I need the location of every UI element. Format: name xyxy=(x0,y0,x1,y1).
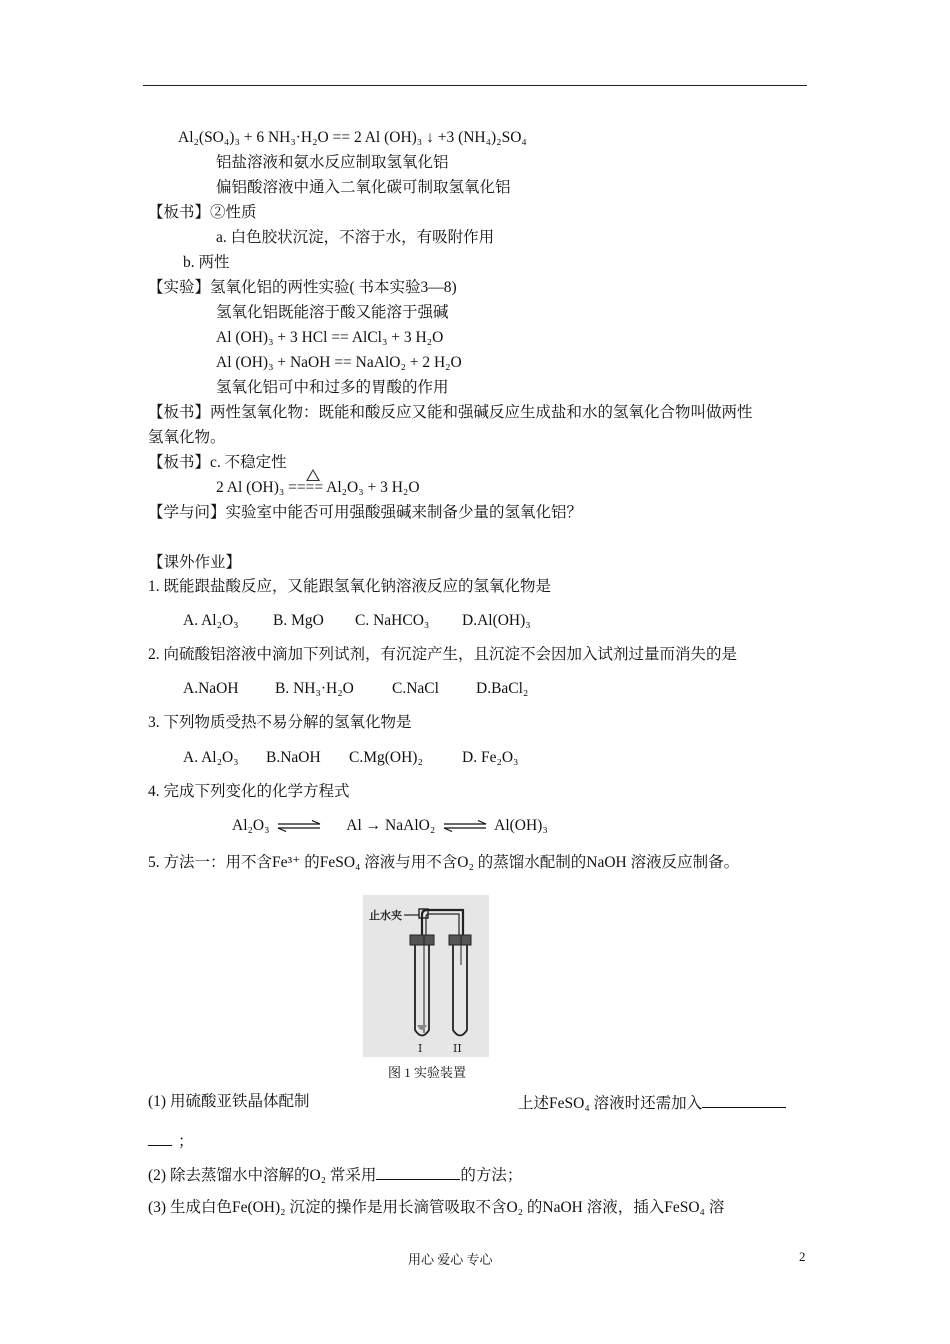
question-3-options xyxy=(183,748,518,768)
equation-hcl: Al (OH)₃ + 3 HCl == AlCl₃ + 3 H₂O xyxy=(216,329,444,346)
sub-question-1-cont xyxy=(518,1092,786,1114)
text-line: 铝盐溶液和氨水反应制取氢氧化铝 xyxy=(216,154,449,171)
punctuation: ； xyxy=(178,1133,194,1150)
sub-question-1-tail xyxy=(148,1130,194,1152)
question-4: 4. 完成下列变化的化学方程式 xyxy=(148,783,350,800)
sub-question-2 xyxy=(148,1164,522,1186)
question-1-options xyxy=(183,611,531,631)
equation-aluminum-sulfate-ammonia: Al₂(SO₄)₃ + 6 NH₃·H₂O == 2 Al (OH)₃ ↓ +3 (NH₄)₂SO₄ xyxy=(178,129,527,146)
option-b: B. MgO xyxy=(273,612,324,629)
equilibrium-arrow-icon xyxy=(277,820,321,832)
board-heading-instability: 【板书】c. 不稳定性 xyxy=(148,454,287,471)
text-line: 氢氧化铝既能溶于酸又能溶于强碱 xyxy=(216,304,449,321)
board-heading-properties: 【板书】②性质 xyxy=(148,204,257,221)
answer-blank[interactable] xyxy=(376,1164,460,1180)
text-line: 偏铝酸溶液中通入二氧化碳可制取氢氧化铝 xyxy=(216,179,511,196)
option-a: A. Al₂O₃ xyxy=(183,749,239,766)
question-prompt: 【学与问】实验室中能否可用强酸强碱来制备少量的氢氧化铝？ xyxy=(148,504,583,521)
figure-caption: 图 1 实验装置 xyxy=(388,1065,467,1080)
option-b: B.NaOH xyxy=(266,749,321,766)
definition-line: 【板书】两性氢氧化物：既能和酸反应又能和强碱反应生成盐和水的氢氧化合物叫做两性 xyxy=(148,404,753,421)
homework-title: 【课外作业】 xyxy=(148,554,242,571)
right-arrow-icon: → xyxy=(365,817,382,834)
chain-al: Al xyxy=(346,817,362,834)
question-2-options xyxy=(183,679,528,699)
figure-label-tube-2: II xyxy=(453,1042,462,1055)
test-tube-apparatus-illustration xyxy=(363,895,489,1057)
sub-question-1-text: 上述FeSO₄ 溶液时还需加入 xyxy=(518,1095,703,1112)
text-line: a. 白色胶状沉淀，不溶于水，有吸附作用 xyxy=(216,229,495,246)
question-1: 1. 既能跟盐酸反应，又能跟氢氧化钠溶液反应的氢氧化物是 xyxy=(148,578,552,595)
sub-question-2-suffix: 的方法； xyxy=(460,1167,523,1184)
figure-label-tube-1: I xyxy=(418,1042,423,1055)
option-d: D.Al(OH)₃ xyxy=(462,612,531,629)
figure-label-clamp: 止水夹 xyxy=(369,909,402,922)
footer-slogan: 用心 爱心 专心 xyxy=(408,1252,493,1267)
text-line: 氢氧化铝可中和过多的胃酸的作用 xyxy=(216,379,449,396)
option-d: D. Fe₂O₃ xyxy=(462,749,519,766)
apparatus-figure xyxy=(363,895,489,1057)
option-d: D.BaCl₂ xyxy=(476,680,529,697)
option-c: C.NaCl xyxy=(392,680,439,697)
question-5: 5. 方法一：用不含Fe³⁺ 的FeSO₄ 溶液与用不含O₂ 的蒸馏水配制的NaOH 溶液反应制备。 xyxy=(148,854,740,871)
equilibrium-arrow-icon xyxy=(443,820,487,832)
option-c: C. NaHCO₃ xyxy=(355,612,430,629)
sub-question-3: (3) 生成白色Fe(OH)₂ 沉淀的操作是用长滴管吸取不含O₂ 的NaOH 溶液，插入FeSO₄ 溶 xyxy=(148,1199,725,1216)
question-3: 3. 下列物质受热不易分解的氢氧化物是 xyxy=(148,714,412,731)
answer-blank[interactable] xyxy=(148,1130,172,1146)
option-b: B. NH₃·H₂O xyxy=(275,680,354,697)
equation-decomposition: 2 Al (OH)₃ ==== Al₂O₃ + 3 H₂O xyxy=(216,479,420,496)
page-number: 2 xyxy=(799,1249,806,1264)
text-line: b. 两性 xyxy=(183,254,230,271)
option-a: A.NaOH xyxy=(183,680,239,697)
definition-line-cont: 氢氧化物。 xyxy=(148,429,226,446)
option-a: A. Al₂O₃ xyxy=(183,612,239,629)
chain-naalo2: NaAlO₂ xyxy=(385,817,436,834)
header-rule xyxy=(143,85,807,86)
question-2: 2. 向硫酸铝溶液中滴加下列试剂，有沉淀产生，且沉淀不会因加入试剂过量而消失的是 xyxy=(148,646,738,663)
answer-blank[interactable] xyxy=(702,1092,786,1108)
experiment-heading: 【实验】氢氧化铝的两性实验( 书本实验3—8) xyxy=(148,279,457,296)
reaction-chain xyxy=(232,816,548,836)
chain-aloh3: Al(OH)₃ xyxy=(494,817,548,834)
option-c: C.Mg(OH)₂ xyxy=(349,749,423,766)
sub-question-2-text: (2) 除去蒸馏水中溶解的O₂ 常采用 xyxy=(148,1167,377,1184)
chain-al2o3: Al₂O₃ xyxy=(232,817,270,834)
sub-question-1: (1) 用硫酸亚铁晶体配制 xyxy=(148,1093,310,1110)
equation-naoh: Al (OH)₃ + NaOH == NaAlO₂ + 2 H₂O xyxy=(216,354,462,371)
